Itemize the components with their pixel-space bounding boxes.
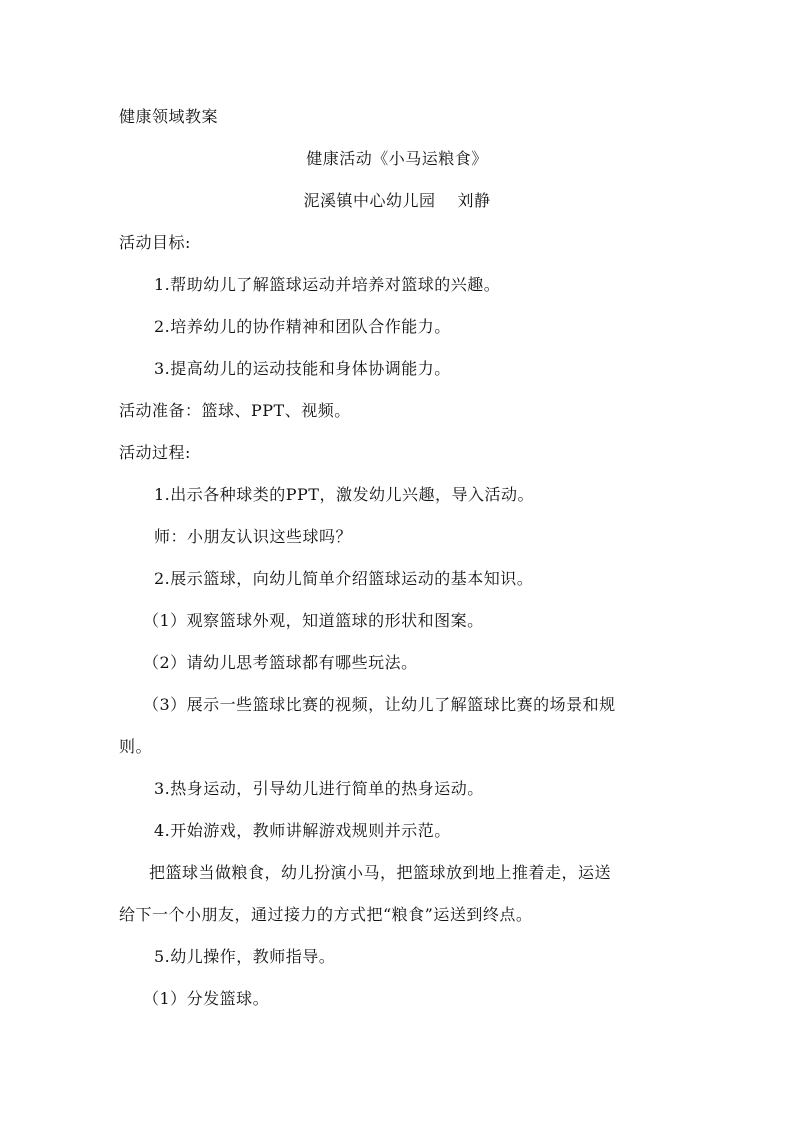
document-title: 健康活动《小马运粮食》 (306, 149, 488, 168)
preparation-line: 活动准备：篮球、PPT、视频。 (119, 401, 351, 420)
goal-item: 1.帮助幼儿了解篮球运动并培养对篮球的兴趣。 (154, 275, 501, 294)
document-author: 泥溪镇中心幼儿园 刘静 (303, 191, 491, 210)
process-paragraph: 把篮球当做粮食，幼儿扮演小马，把篮球放到地上推着走，运送 (149, 863, 612, 882)
process-step: 5.幼儿操作，教师指导。 (154, 947, 336, 966)
process-step: 2.展示篮球，向幼儿简单介绍篮球运动的基本知识。 (154, 569, 534, 588)
process-step: 4.开始游戏，教师讲解游戏规则并示范。 (154, 821, 451, 840)
goals-heading: 活动目标: (119, 233, 191, 252)
process-substep: （3）展示一些篮球比赛的视频，让幼儿了解篮球比赛的场景和规 (143, 695, 616, 714)
process-substep-continuation: 则。 (119, 737, 153, 756)
process-substep: （1）观察篮球外观，知道篮球的形状和图案。 (143, 611, 484, 630)
goal-item: 2.培养幼儿的协作精神和团队合作能力。 (154, 317, 451, 336)
process-heading: 活动过程: (119, 443, 191, 462)
process-step: 师：小朋友认识这些球吗？ (154, 527, 353, 546)
process-substep: （1）分发篮球。 (143, 989, 270, 1008)
process-step: 1.出示各种球类的PPT，激发幼儿兴趣，导入活动。 (154, 485, 534, 504)
process-paragraph-continuation: 给下一个小朋友，通过接力的方式把“粮食”运送到终点。 (119, 905, 533, 924)
goal-item: 3.提高幼儿的运动技能和身体协调能力。 (154, 359, 451, 378)
process-step: 3.热身运动，引导幼儿进行简单的热身运动。 (154, 779, 484, 798)
process-substep: （2）请幼儿思考篮球都有哪些玩法。 (143, 653, 418, 672)
document-header: 健康领域教案 (119, 107, 219, 126)
